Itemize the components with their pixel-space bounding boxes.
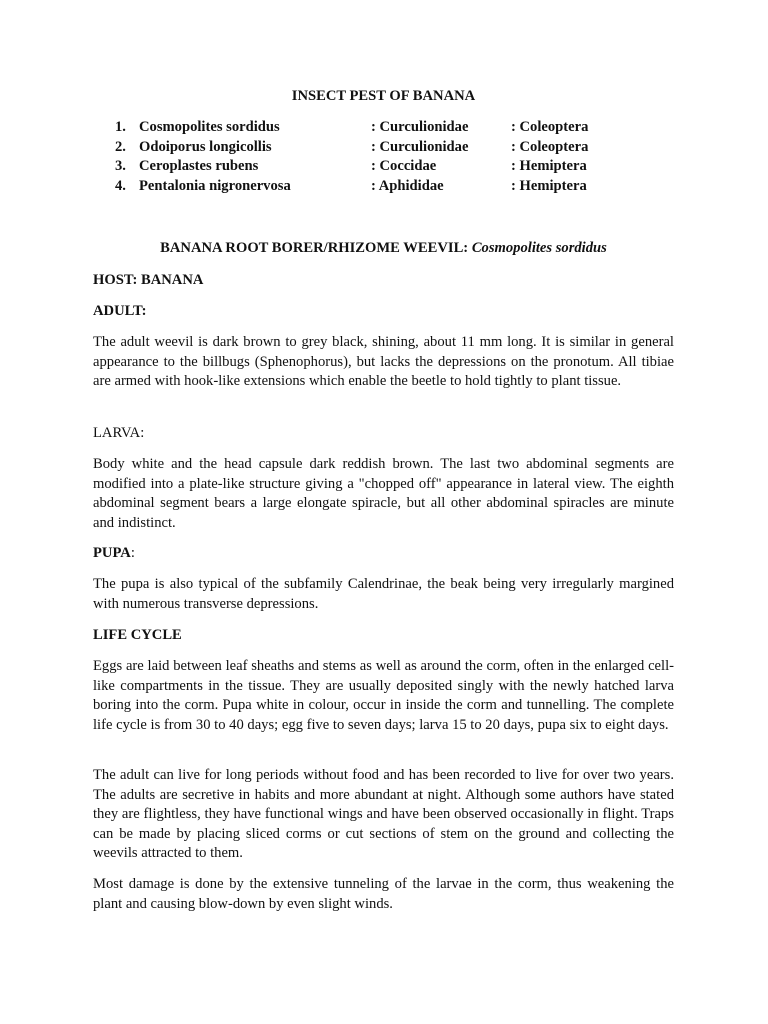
pest-order: : Hemiptera xyxy=(511,158,587,175)
pest-species-name: Cosmopolites sordidus xyxy=(139,119,280,135)
pest-family: : Aphididae xyxy=(371,178,444,195)
life-cycle-paragraph-3: Most damage is done by the extensive tunneling of the larvae in the corm, thus weakening the plant and causing blow-down by even slight winds. xyxy=(93,876,674,912)
pest-family: : Curculionidae xyxy=(371,119,469,135)
pupa-heading-label: PUPA xyxy=(93,545,131,561)
pest-number: 1. xyxy=(115,119,126,135)
pupa-heading xyxy=(93,544,135,564)
adult-heading: ADULT: xyxy=(93,303,147,319)
pest-family: : Coccidae xyxy=(371,158,437,175)
pest-number: 2. xyxy=(115,138,126,155)
life-cycle-paragraph-1: Eggs are laid between leaf sheaths and stems as well as around the corm, often in the enlarged cell-like compartments in the tissue. They are usually deposited singly with the newly hatched larva boring into the corm. Pupa white in colour, occur in inside the corm and tunnelling. The complete life cycle is from 30 to 40 days; egg five to seven days; larva 15 to 20 days, pupa six to eight days. xyxy=(93,658,674,733)
pest-order: : Hemiptera xyxy=(511,178,587,195)
larva-description: Body white and the head capsule dark reddish brown. The last two abdominal segments are modified into a plate-like structure giving a "chopped off" appearance in lateral view. The eighth abdominal segment bears a large elongate spiracle, but all other abdominal spiracles are minute and indistinct. xyxy=(93,456,674,531)
pest-number: 3. xyxy=(115,158,126,175)
pest-number: 4. xyxy=(115,178,126,195)
document-title: INSECT PEST OF BANANA xyxy=(291,88,476,104)
pest-list xyxy=(115,118,675,197)
pest-list-item xyxy=(115,138,675,158)
pest-family: : Curculionidae xyxy=(371,138,469,155)
pest-list-item xyxy=(115,118,675,138)
pest-species-name: Pentalonia nigronervosa xyxy=(139,178,291,195)
pest-species-name: Odoiporus longicollis xyxy=(139,138,272,155)
life-cycle-paragraph-2: The adult can live for long periods without food and has been recorded to live for over two years. The adults are secretive in habits and more abundant at night. Although some authors have stated they are flightless, they have functional wings and have been observed occasionally in flight. Traps can be made by placing sliced corms or cut sections of stem on the ground and collecting the weevils attracted to them. xyxy=(93,767,674,862)
pest-list-item xyxy=(115,177,675,197)
host-heading: HOST: BANANA xyxy=(93,272,204,288)
section-title xyxy=(93,239,674,259)
life-cycle-heading: LIFE CYCLE xyxy=(93,627,182,643)
larva-heading: LARVA: xyxy=(93,425,145,441)
pupa-description: The pupa is also typical of the subfamily Calendrinae, the beak being very irregularly margined with numerous transverse depressions. xyxy=(93,576,674,612)
adult-description: The adult weevil is dark brown to grey black, shining, about 11 mm long. It is similar in general appearance to the billbugs (Sphenophorus), but lacks the depressions on the pronotum. All tibiae are armed with hook-like extensions which enable the beetle to hold tightly to plant tissue. xyxy=(93,334,674,390)
section-title-prefix: BANANA ROOT BORER/RHIZOME WEEVIL: xyxy=(160,240,472,256)
pest-order: : Coleoptera xyxy=(511,119,589,135)
pest-species-name: Ceroplastes rubens xyxy=(139,158,259,175)
pupa-heading-colon: : xyxy=(130,545,135,561)
section-title-species: Cosmopolites sordidus xyxy=(471,240,607,256)
pest-order: : Coleoptera xyxy=(511,138,589,155)
pest-list-item xyxy=(115,157,675,177)
